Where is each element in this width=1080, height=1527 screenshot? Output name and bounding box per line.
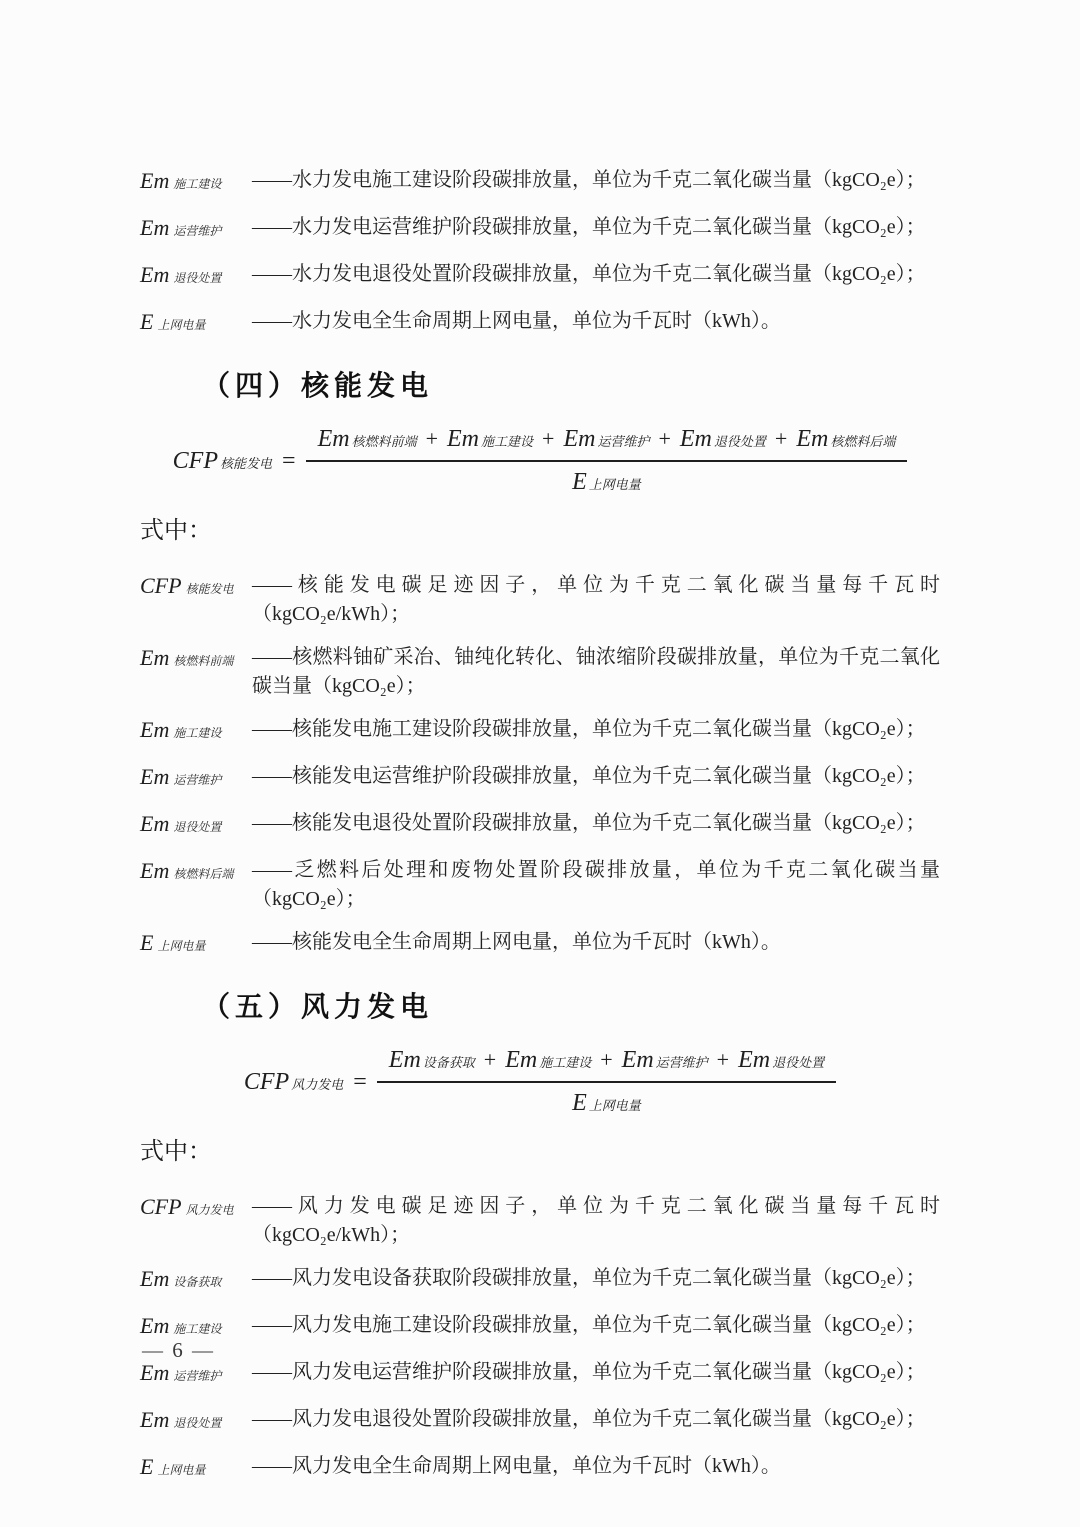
formula-symbol: E <box>572 469 587 495</box>
definition-row <box>140 762 940 795</box>
term-symbol <box>140 1405 252 1438</box>
where-label: 式中： <box>140 518 212 544</box>
term-definition: ——核燃料铀矿采冶、铀纯化转化、铀浓缩阶段碳排放量，单位为千克二氧化碳当量（kgCO₂e）； <box>252 646 940 697</box>
symbol-text: E <box>140 930 154 955</box>
symbol-subscript: 上网电量 <box>157 318 206 332</box>
term-symbol <box>140 856 252 889</box>
definition-row <box>140 643 940 701</box>
term-definition: ——水力发电全生命周期上网电量，单位为千瓦时（kWh）。 <box>252 310 781 332</box>
term-symbol <box>140 1264 252 1297</box>
formula-subscript: 上网电量 <box>588 1098 641 1113</box>
definition-row <box>140 715 940 748</box>
formula-subscript: 核能发电 <box>220 455 273 471</box>
symbol-subscript: 上网电量 <box>157 939 206 953</box>
term-definition: ——核能发电全生命周期上网电量，单位为千瓦时（kWh）。 <box>252 931 781 953</box>
formula-symbol: Em <box>563 426 596 452</box>
term-definition: ——核能发电运营维护阶段碳排放量，单位为千克二氧化碳当量（kgCO₂e）； <box>252 765 926 787</box>
symbol-subscript: 运营维护 <box>173 224 222 238</box>
formula-symbol: Em <box>388 1047 421 1073</box>
formula-symbol: Em <box>679 426 712 452</box>
formula-term <box>318 426 417 453</box>
definition-row <box>140 1358 940 1391</box>
formula-symbol: Em <box>621 1047 654 1073</box>
symbol-subscript: 核能发电 <box>185 582 234 596</box>
definition-row <box>140 166 940 199</box>
term-definition: ——乏燃料后处理和废物处置阶段碳排放量，单位为千克二氧化碳当量（kgCO₂e）； <box>252 859 940 910</box>
formula-symbol: Em <box>738 1047 771 1073</box>
equals-sign: = <box>353 1068 367 1095</box>
definition-row <box>140 571 940 629</box>
formula-lhs <box>173 448 272 475</box>
symbol-subscript: 上网电量 <box>157 1463 206 1477</box>
symbol-text: Em <box>140 1313 170 1338</box>
definition-row <box>140 1452 940 1485</box>
symbol-text: Em <box>140 1407 170 1432</box>
formula-subscript: 核燃料后端 <box>830 434 896 449</box>
symbol-text: Em <box>140 645 170 670</box>
term-definition: ——水力发电运营维护阶段碳排放量，单位为千克二氧化碳当量（kgCO₂e）； <box>252 216 926 238</box>
symbol-subscript: 设备获取 <box>173 1275 222 1289</box>
hydro-definition-list <box>140 166 940 340</box>
formula-subscript: 施工建设 <box>539 1055 592 1070</box>
formula-symbol: E <box>572 1090 587 1116</box>
symbol-text: Em <box>140 262 170 287</box>
definition-row <box>140 213 940 246</box>
formula-symbol: Em <box>796 426 829 452</box>
formula-term <box>796 426 895 453</box>
formula-subscript: 运营维护 <box>655 1055 708 1070</box>
formula-subscript: 设备获取 <box>422 1055 475 1070</box>
term-definition: ——水力发电退役处置阶段碳排放量，单位为千克二氧化碳当量（kgCO₂e）； <box>252 263 926 285</box>
symbol-subscript: 施工建设 <box>173 1322 222 1336</box>
formula-subscript: 核燃料前端 <box>351 434 417 449</box>
definition-row <box>140 856 940 914</box>
formula-symbol: Em <box>505 1047 538 1073</box>
definition-row <box>140 260 940 293</box>
term-definition: ——风力发电设备获取阶段碳排放量，单位为千克二氧化碳当量（kgCO₂e）； <box>252 1267 926 1289</box>
symbol-subscript: 退役处置 <box>173 820 222 834</box>
term-symbol <box>140 307 252 340</box>
symbol-subscript: 施工建设 <box>173 177 222 191</box>
term-symbol <box>140 260 252 293</box>
symbol-text: E <box>140 1454 154 1479</box>
plus-sign: + <box>774 426 788 451</box>
symbol-text: Em <box>140 717 170 742</box>
symbol-text: Em <box>140 764 170 789</box>
formula-term <box>447 426 533 453</box>
formula-subscript: 风力发电 <box>291 1076 344 1092</box>
plus-sign: + <box>658 426 671 451</box>
formula-symbol: CFP <box>172 447 218 474</box>
formula-term <box>622 1047 708 1074</box>
where-label: 式中： <box>140 1139 212 1165</box>
formula-lhs <box>244 1069 343 1096</box>
term-definition: ——核能发电碳足迹因子，单位为千克二氧化碳当量每千瓦时（kgCO₂e/kWh）； <box>252 574 940 625</box>
section-heading-wind: （五）风力发电 <box>202 992 434 1023</box>
term-symbol <box>140 762 252 795</box>
definition-row <box>140 1264 940 1297</box>
formula-term <box>563 426 649 453</box>
symbol-subscript: 施工建设 <box>173 726 222 740</box>
symbol-text: CFP <box>140 1194 182 1219</box>
term-symbol <box>140 166 252 199</box>
formula-subscript: 上网电量 <box>588 477 641 492</box>
term-symbol <box>140 1192 252 1225</box>
symbol-text: Em <box>140 215 170 240</box>
definition-row <box>140 1311 940 1344</box>
plus-sign: + <box>542 426 555 451</box>
plus-sign: + <box>483 1047 497 1072</box>
term-symbol <box>140 643 252 676</box>
term-definition: ——核能发电施工建设阶段碳排放量，单位为千克二氧化碳当量（kgCO₂e）； <box>252 718 926 740</box>
formula-term <box>505 1047 591 1074</box>
symbol-subscript: 风力发电 <box>185 1203 234 1217</box>
section-heading-nuclear: （四）核能发电 <box>202 371 434 402</box>
plus-sign: + <box>425 426 438 451</box>
fraction <box>306 426 908 496</box>
symbol-subscript: 核燃料后端 <box>173 867 234 881</box>
plus-sign: + <box>600 1047 613 1072</box>
definition-row <box>140 809 940 842</box>
symbol-text: E <box>140 309 154 334</box>
symbol-text: CFP <box>140 573 182 598</box>
symbol-subscript: 运营维护 <box>173 773 222 787</box>
nuclear-definition-list <box>140 571 940 961</box>
symbol-subscript: 运营维护 <box>173 1369 222 1383</box>
formula-term <box>389 1047 475 1074</box>
term-symbol <box>140 213 252 246</box>
formula-symbol: Em <box>317 426 350 452</box>
formula-term <box>738 1047 824 1074</box>
term-definition: ——水力发电施工建设阶段碳排放量，单位为千克二氧化碳当量（kgCO₂e）； <box>252 169 926 191</box>
symbol-text: Em <box>140 811 170 836</box>
term-symbol <box>140 715 252 748</box>
term-definition: ——风力发电施工建设阶段碳排放量，单位为千克二氧化碳当量（kgCO₂e）； <box>252 1314 926 1336</box>
formula-subscript: 退役处置 <box>713 434 766 449</box>
fraction-numerator <box>377 1047 836 1083</box>
definition-row <box>140 1405 940 1438</box>
term-symbol <box>140 571 252 604</box>
definition-row <box>140 307 940 340</box>
fraction-denominator <box>572 462 641 496</box>
page-number: — 6 — <box>142 1338 215 1362</box>
fraction-denominator <box>572 1083 641 1117</box>
formula-symbol: Em <box>447 426 479 452</box>
formula-symbol: CFP <box>243 1068 290 1095</box>
fraction-numerator <box>306 426 908 462</box>
symbol-subscript: 退役处置 <box>173 1416 222 1430</box>
plus-sign: + <box>716 1047 730 1072</box>
term-symbol <box>140 928 252 961</box>
equals-sign: = <box>282 447 296 474</box>
formula-subscript: 退役处置 <box>772 1055 825 1070</box>
symbol-text: Em <box>140 1266 170 1291</box>
symbol-text: Em <box>140 168 170 193</box>
term-definition: ——风力发电运营维护阶段碳排放量，单位为千克二氧化碳当量（kgCO₂e）； <box>252 1361 926 1383</box>
term-definition: ——风力发电退役处置阶段碳排放量，单位为千克二氧化碳当量（kgCO₂e）； <box>252 1408 926 1430</box>
definition-row <box>140 1192 940 1250</box>
wind-definition-list <box>140 1192 940 1485</box>
term-definition: ——核能发电退役处置阶段碳排放量，单位为千克二氧化碳当量（kgCO₂e）； <box>252 812 926 834</box>
term-symbol <box>140 1452 252 1485</box>
symbol-text: Em <box>140 1360 170 1385</box>
nuclear-formula <box>140 426 940 496</box>
symbol-subscript: 退役处置 <box>173 271 222 285</box>
formula-subscript: 运营维护 <box>597 434 650 449</box>
fraction <box>377 1047 836 1117</box>
wind-formula <box>140 1047 940 1117</box>
definition-row <box>140 928 940 961</box>
term-symbol <box>140 809 252 842</box>
symbol-subscript: 核燃料前端 <box>173 654 234 668</box>
symbol-text: Em <box>140 858 170 883</box>
formula-subscript: 施工建设 <box>481 434 534 449</box>
formula-term <box>680 426 766 453</box>
term-definition: ——风力发电全生命周期上网电量，单位为千瓦时（kWh）。 <box>252 1455 781 1477</box>
term-definition: ——风力发电碳足迹因子，单位为千克二氧化碳当量每千瓦时（kgCO₂e/kWh）； <box>252 1195 940 1246</box>
